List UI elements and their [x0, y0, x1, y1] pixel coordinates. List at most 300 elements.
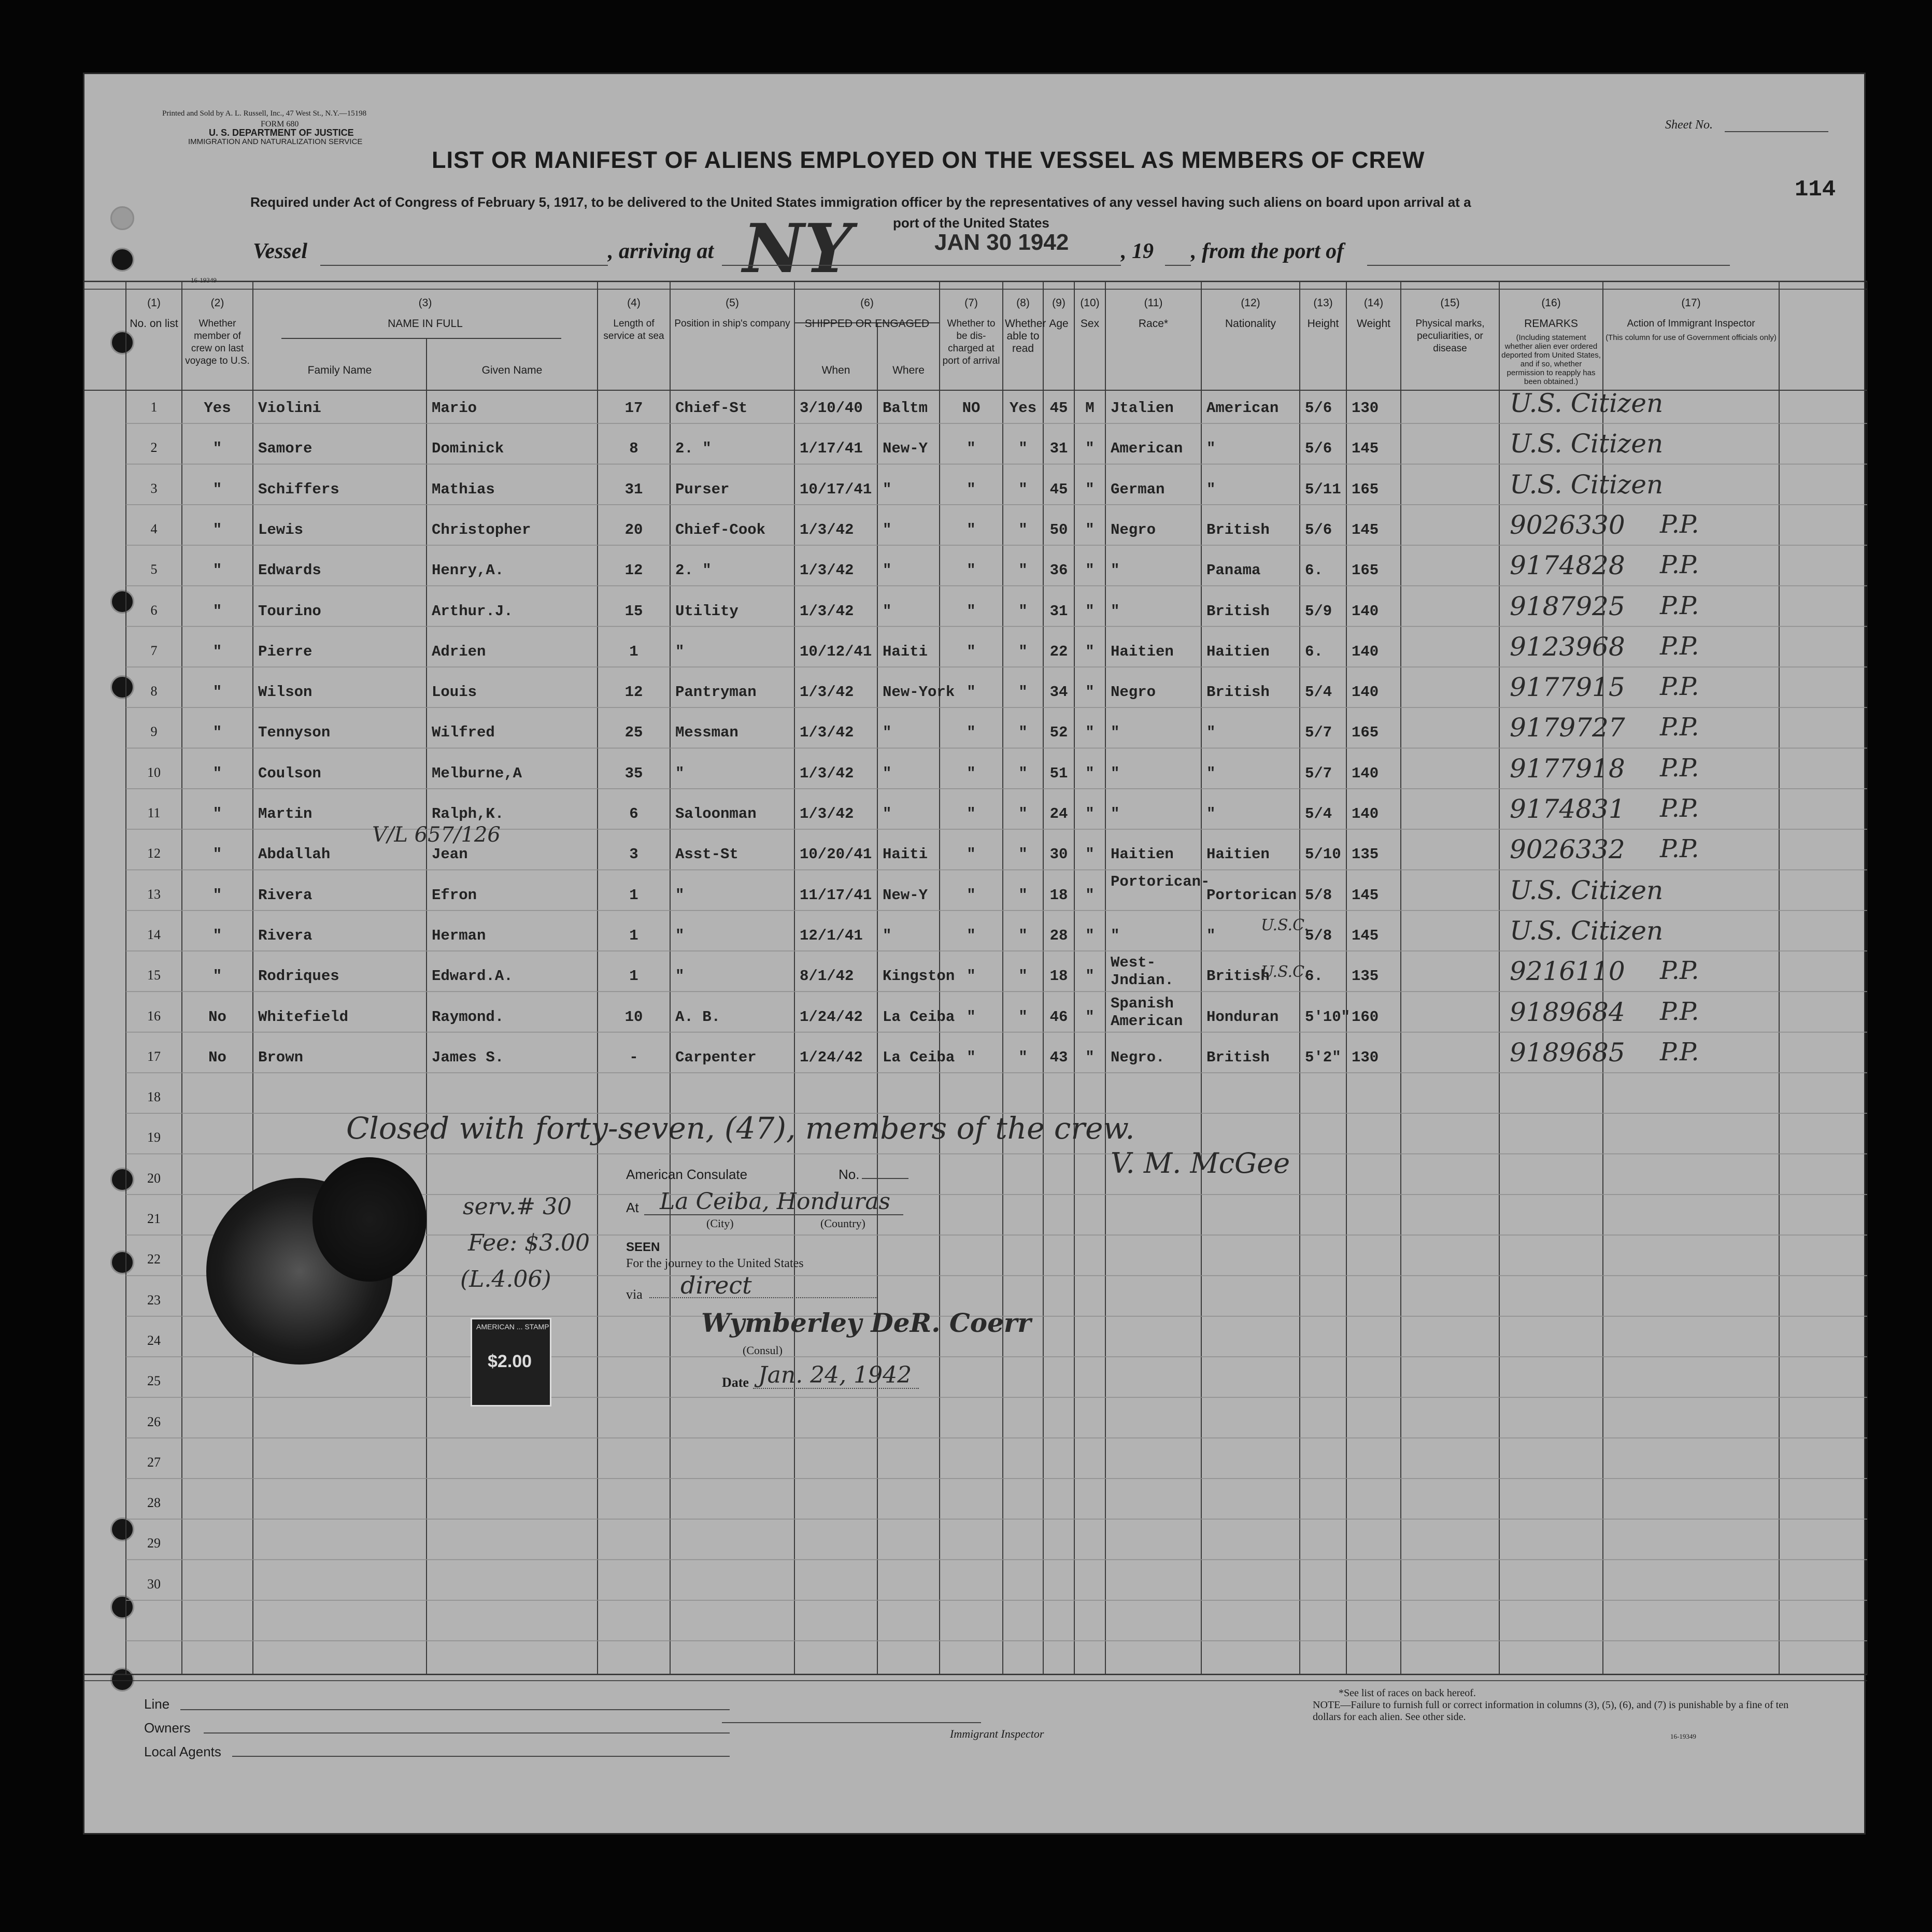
date-label: Date — [722, 1375, 749, 1390]
cell-height: 5/7 — [1305, 724, 1332, 742]
footer-owners-label: Owners — [144, 1720, 191, 1736]
column-header-label: Weight — [1357, 318, 1390, 330]
cell-when: 11/17/41 — [800, 886, 872, 904]
cell-discharge: " — [967, 684, 976, 701]
cell-position: " — [675, 927, 685, 944]
cell-family: Whitefield — [258, 1008, 349, 1026]
cell-age: 50 — [1049, 521, 1068, 538]
cell-height: 5/10 — [1305, 846, 1341, 863]
cell-family: Violini — [258, 400, 321, 417]
cell-position: 2. " — [675, 562, 712, 579]
cell-family: Rodriques — [258, 968, 339, 985]
arriving-label: , arriving at — [608, 239, 714, 263]
cell-prev: No — [208, 1048, 226, 1066]
cell-when: 10/17/41 — [800, 480, 872, 498]
city-caption: (City) — [706, 1217, 734, 1230]
column-number: (16) — [1541, 297, 1561, 309]
cell-age: 30 — [1049, 846, 1068, 863]
cell-sex: " — [1085, 643, 1095, 660]
row-number: 30 — [147, 1576, 161, 1592]
cell-where: " — [883, 927, 892, 944]
cell-sex: M — [1085, 400, 1095, 417]
cell-race: American — [1111, 440, 1183, 458]
cell-remarks: U.S. Citizen — [1510, 429, 1664, 459]
cell-where: " — [883, 764, 892, 782]
cell-sex: " — [1085, 927, 1095, 944]
penalty-note: NOTE—Failure to furnish full or correct information in columns (3), (5), (6), and (7) is punishable by a fine of ten dollars for each alien. See other side. — [1313, 1699, 1789, 1723]
footer-agents-label: Local Agents — [144, 1744, 221, 1759]
column-header-label: REMARKS — [1524, 318, 1578, 330]
row-number: 18 — [147, 1089, 161, 1105]
cell-discharge: " — [967, 724, 976, 742]
cell-sex: " — [1085, 724, 1095, 742]
cell-discharge: " — [967, 968, 976, 985]
revenue-stamp — [471, 1318, 551, 1407]
via-label: via — [626, 1287, 643, 1302]
cell-weight: 165 — [1352, 480, 1379, 498]
cell-race: Negro — [1111, 521, 1156, 538]
consul-signature: Wymberley DeR. Coerr — [701, 1308, 1031, 1338]
cell-nationality: British — [1206, 684, 1270, 701]
cell-no: 1 — [150, 400, 158, 415]
cell-action: P.P. — [1660, 956, 1699, 986]
cell-height: 6. — [1305, 643, 1323, 660]
stamp-value: $2.00 — [488, 1352, 532, 1371]
cell-prev: " — [212, 764, 222, 782]
cell-family: Wilson — [258, 684, 312, 701]
cell-read: " — [1018, 521, 1028, 538]
cell-prev: " — [212, 602, 222, 620]
cell-remarks: 9026330 — [1510, 509, 1625, 540]
cell-where: New-Y — [883, 886, 928, 904]
cell-sex: " — [1085, 805, 1095, 822]
cell-service: 1 — [629, 886, 638, 904]
consulate-no-line — [862, 1178, 908, 1179]
cell-weight: 140 — [1352, 602, 1379, 620]
arriving-port-value: NY — [743, 209, 853, 288]
cell-position: " — [675, 764, 685, 782]
footer-owners-field — [204, 1732, 730, 1734]
seen-label: SEEN — [626, 1240, 660, 1254]
column-number: (6) — [860, 297, 874, 309]
cell-no: 13 — [147, 886, 161, 902]
cell-given: Christopher — [432, 521, 531, 538]
cell-read: " — [1018, 440, 1028, 458]
cell-service: 31 — [624, 480, 643, 498]
cell-remarks: 9174828 — [1510, 550, 1625, 581]
cell-no: 11 — [147, 805, 161, 820]
row-number: 29 — [147, 1536, 161, 1551]
cell-position: Chief-St — [675, 400, 748, 417]
cell-nationality: " — [1206, 805, 1216, 822]
cell-given: Jean — [432, 846, 468, 863]
column-header-label: Whether able to read — [1005, 318, 1046, 354]
cell-service: 8 — [629, 440, 638, 458]
cell-given: Louis — [432, 684, 477, 701]
column-header-label: SHIPPED OR ENGAGED — [804, 318, 930, 330]
cell-age: 43 — [1049, 1048, 1068, 1066]
cell-service: 15 — [624, 602, 643, 620]
cell-given: Adrien — [432, 643, 486, 660]
cell-nationality: " — [1206, 724, 1216, 742]
cell-age: 31 — [1049, 440, 1068, 458]
consular-seal-overlay — [312, 1157, 427, 1282]
column-header-label: No. on list — [130, 318, 178, 330]
consul-caption: (Consul) — [743, 1344, 783, 1357]
column-number: (8) — [1016, 297, 1030, 309]
cell-nationality: British — [1206, 602, 1270, 620]
cell-height: 5/11 — [1305, 480, 1341, 498]
cell-position: Messman — [675, 724, 738, 742]
column-subheader: Given Name — [481, 364, 543, 376]
cell-position: A. B. — [675, 1008, 721, 1026]
row-number: 26 — [147, 1414, 161, 1429]
cell-where: New-Y — [883, 440, 928, 458]
cell-weight: 145 — [1352, 521, 1379, 538]
cell-where: La Ceiba — [883, 1008, 955, 1026]
cell-service: 10 — [624, 1008, 643, 1026]
cell-weight: 135 — [1352, 846, 1379, 863]
cell-sex: " — [1085, 684, 1095, 701]
cell-sex: " — [1085, 480, 1095, 498]
cell-discharge: " — [967, 927, 976, 944]
cell-prev: " — [212, 480, 222, 498]
subtitle-line-1: Required under Act of Congress of February 5, 1917, to be delivered to the United States immigration officer by the representatives of any vessel having such aliens on board upon arrival at a — [250, 194, 1471, 210]
row-number: 24 — [147, 1332, 161, 1348]
cell-weight: 165 — [1352, 562, 1379, 579]
cell-weight: 130 — [1352, 1048, 1379, 1066]
cell-when: 1/3/42 — [800, 724, 854, 742]
cell-no: 14 — [147, 927, 161, 942]
cell-where: " — [883, 602, 892, 620]
cell-remarks: 9216110 — [1510, 956, 1625, 987]
cell-nationality: Haitien — [1206, 846, 1270, 863]
cell-read: " — [1018, 684, 1028, 701]
cell-service: 6 — [629, 805, 638, 822]
cell-height: 5/6 — [1305, 440, 1332, 458]
cell-given: James S. — [432, 1048, 504, 1066]
cell-service: 35 — [624, 764, 643, 782]
cell-nationality: Portorican — [1206, 886, 1297, 904]
column-header-label: Nationality — [1225, 318, 1276, 330]
column-header-label: Sex — [1080, 318, 1100, 330]
cell-height: 5/6 — [1305, 400, 1332, 417]
cell-nationality: " — [1206, 927, 1216, 944]
cell-remarks: 9123968 — [1510, 631, 1625, 662]
cell-position: Utility — [675, 602, 738, 620]
column-header-note: (Including statement whether alien ever ordered deported from United States, and if so, whether permission to reapply has been obtained.) — [1501, 333, 1601, 386]
cell-family: Brown — [258, 1048, 304, 1066]
fee-code: (L.4.06) — [460, 1266, 551, 1292]
column-number: (3) — [418, 297, 432, 309]
cell-height: 5/8 — [1305, 886, 1332, 904]
consulate-city: La Ceiba, Honduras — [660, 1188, 891, 1215]
column-header-label: Position in ship's company — [674, 318, 790, 329]
cell-given: Edward.A. — [432, 968, 513, 985]
cell-family: Tennyson — [258, 724, 331, 742]
year-label: , 19 — [1121, 239, 1154, 263]
footer-line-field — [180, 1709, 730, 1710]
row-number: 25 — [147, 1373, 161, 1389]
cell-given: Henry,A. — [432, 562, 504, 579]
cell-weight: 140 — [1352, 764, 1379, 782]
column-number: (1) — [147, 297, 161, 309]
cell-no: 5 — [150, 562, 158, 577]
cell-read: " — [1018, 968, 1028, 985]
cell-race: Spanish American — [1111, 995, 1183, 1030]
cell-when: 3/10/40 — [800, 400, 863, 417]
cell-service: - — [629, 1048, 638, 1066]
cell-nationality: " — [1206, 480, 1216, 498]
column-number: (14) — [1363, 297, 1384, 309]
cell-height: 5/4 — [1305, 805, 1332, 822]
sheet-number-label: Sheet No. — [1665, 118, 1713, 132]
cell-family: Abdallah — [258, 846, 331, 863]
row-number: 20 — [147, 1170, 161, 1186]
printer-line: Printed and Sold by A. L. Russell, Inc., 47 West St., N.Y.—15198 — [162, 109, 367, 118]
cell-action: P.P. — [1660, 794, 1699, 823]
column-header-label: Whether member of crew on last voyage to U.S. — [185, 318, 250, 366]
cell-prev: " — [212, 440, 222, 458]
cell-service: 1 — [629, 968, 638, 985]
column-header-note: (This column for use of Government officials only) — [1606, 333, 1777, 342]
cell-where: Haiti — [883, 846, 928, 863]
cell-action: P.P. — [1660, 997, 1699, 1026]
cell-family: Samore — [258, 440, 312, 458]
cell-service: 17 — [624, 400, 643, 417]
cell-sex: " — [1085, 764, 1095, 782]
cell-when: 12/1/41 — [800, 927, 863, 944]
cell-where: " — [883, 805, 892, 822]
cell-remarks: 9189684 — [1510, 997, 1625, 1027]
column-number: (10) — [1080, 297, 1100, 309]
form-number: FORM 680 — [261, 120, 299, 129]
page-number: 114 — [1795, 177, 1836, 203]
column-number: (4) — [627, 297, 641, 309]
cell-no: 15 — [147, 968, 161, 983]
cell-action: P.P. — [1660, 713, 1699, 742]
cell-age: 18 — [1049, 968, 1068, 985]
cell-prev: No — [208, 1008, 226, 1026]
cell-prev: " — [212, 968, 222, 985]
journey-label: For the journey to the United States — [626, 1257, 804, 1270]
cell-age: 18 — [1049, 886, 1068, 904]
cell-remarks: 9174831 — [1510, 794, 1625, 824]
cell-sex: " — [1085, 562, 1095, 579]
cell-weight: 140 — [1352, 684, 1379, 701]
cell-remarks: 9177918 — [1510, 753, 1625, 784]
cell-discharge: " — [967, 562, 976, 579]
cell-height: 5/4 — [1305, 684, 1332, 701]
cell-discharge: NO — [962, 400, 981, 417]
cell-family: Edwards — [258, 562, 321, 579]
cell-race: Haitien — [1111, 643, 1174, 660]
cell-service: 12 — [624, 684, 643, 701]
consulate-at-label: At — [626, 1200, 639, 1215]
row-number: 27 — [147, 1454, 161, 1470]
cell-nationality: British — [1206, 521, 1270, 538]
manifest-sheet — [83, 73, 1866, 1835]
column-header-label: Action of Immigrant Inspector — [1627, 318, 1755, 329]
cell-position: " — [675, 643, 685, 660]
cell-where: " — [883, 480, 892, 498]
cell-discharge: " — [967, 643, 976, 660]
cell-where: Baltm — [883, 400, 928, 417]
cell-when: 1/24/42 — [800, 1048, 863, 1066]
cell-family: Schiffers — [258, 480, 339, 498]
closing-signature: V. M. McGee — [1111, 1147, 1290, 1180]
row-number: 23 — [147, 1292, 161, 1308]
via-value: direct — [680, 1271, 752, 1299]
cell-age: 36 — [1049, 562, 1068, 579]
cell-weight: 165 — [1352, 724, 1379, 742]
cell-height: 6. — [1305, 562, 1323, 579]
cell-prev: " — [212, 643, 222, 660]
cell-nationality: Honduran — [1206, 1008, 1279, 1026]
consulate-city-line — [644, 1214, 903, 1215]
cell-read: Yes — [1009, 400, 1037, 417]
cell-remarks: 9026332 — [1510, 834, 1625, 865]
consulate-no-label: No. — [839, 1167, 860, 1182]
cell-position: " — [675, 886, 685, 904]
cell-service: 1 — [629, 927, 638, 944]
consulate-title: American Consulate — [626, 1167, 748, 1182]
cell-age: 31 — [1049, 602, 1068, 620]
cell-sex: " — [1085, 440, 1095, 458]
date-value: Jan. 24, 1942 — [758, 1362, 912, 1388]
cell-height: 6. — [1305, 968, 1323, 985]
cell-family: Lewis — [258, 521, 304, 538]
cell-discharge: " — [967, 805, 976, 822]
cell-sex: " — [1085, 602, 1095, 620]
cell-position: Purser — [675, 480, 730, 498]
cell-discharge: " — [967, 521, 976, 538]
cell-race: " — [1111, 927, 1120, 944]
cell-when: 1/3/42 — [800, 764, 854, 782]
cell-given: Dominick — [432, 440, 504, 458]
cell-age: 45 — [1049, 400, 1068, 417]
service-name: IMMIGRATION AND NATURALIZATION SERVICE — [188, 137, 363, 146]
column-subheader: Family Name — [307, 364, 372, 376]
cell-remarks: U.S. Citizen — [1510, 875, 1664, 905]
cell-discharge: " — [967, 1008, 976, 1026]
usc-note-13: U.S.C. — [1261, 916, 1309, 934]
cell-remarks: U.S. Citizen — [1510, 469, 1664, 500]
cell-read: " — [1018, 927, 1028, 944]
cell-when: 1/3/42 — [800, 562, 854, 579]
cell-race: Negro. — [1111, 1048, 1165, 1066]
cell-prev: " — [212, 886, 222, 904]
cell-weight: 130 — [1352, 400, 1379, 417]
column-number: (7) — [964, 297, 978, 309]
cell-prev: " — [212, 927, 222, 944]
cell-weight: 145 — [1352, 440, 1379, 458]
cell-where: Kingston — [883, 968, 955, 985]
cell-service: 12 — [624, 562, 643, 579]
cell-given: Mathias — [432, 480, 495, 498]
cell-position: Saloonman — [675, 805, 757, 822]
cell-position: Asst-St — [675, 846, 738, 863]
cell-sex: " — [1085, 1008, 1095, 1026]
cell-position: 2. " — [675, 440, 712, 458]
cell-position: Chief-Cook — [675, 521, 766, 538]
via-line — [649, 1297, 877, 1298]
cell-read: " — [1018, 602, 1028, 620]
cell-age: 24 — [1049, 805, 1068, 822]
cell-prev: " — [212, 521, 222, 538]
cell-nationality: British — [1206, 968, 1270, 985]
cell-discharge: " — [967, 1048, 976, 1066]
column-header-label: Length of service at sea — [603, 318, 664, 342]
cell-remarks: 9177915 — [1510, 672, 1625, 703]
cell-when: 1/17/41 — [800, 440, 863, 458]
cell-no: 8 — [150, 684, 158, 699]
cell-read: " — [1018, 805, 1028, 822]
cell-sex: " — [1085, 846, 1095, 863]
cell-action: P.P. — [1660, 753, 1699, 783]
cell-where: New-York — [883, 684, 955, 701]
cell-position: Pantryman — [675, 684, 757, 701]
cell-read: " — [1018, 643, 1028, 660]
column-number: (2) — [210, 297, 224, 309]
row-number: 28 — [147, 1495, 161, 1511]
document-title: LIST OR MANIFEST OF ALIENS EMPLOYED ON THE VESSEL AS MEMBERS OF CREW — [432, 147, 1425, 173]
cell-no: 12 — [147, 846, 161, 861]
cell-prev: " — [212, 562, 222, 579]
from-port-label: , from the port of — [1191, 239, 1344, 263]
cell-read: " — [1018, 724, 1028, 742]
cell-position: " — [675, 968, 685, 985]
cell-height: 5'10" — [1305, 1008, 1351, 1026]
cell-sex: " — [1085, 968, 1095, 985]
cell-age: 45 — [1049, 480, 1068, 498]
cell-no: 7 — [150, 643, 158, 658]
cell-read: " — [1018, 480, 1028, 498]
cell-remarks: 9187925 — [1510, 591, 1625, 621]
cell-service: 3 — [629, 846, 638, 863]
cell-nationality: " — [1206, 440, 1216, 458]
fee-note: Fee: $3.00 — [468, 1230, 590, 1256]
column-header-label: Height — [1307, 318, 1339, 330]
inspector-signature-line — [722, 1722, 981, 1723]
cell-read: " — [1018, 562, 1028, 579]
cell-given: Herman — [432, 927, 486, 944]
cell-race: Jtalien — [1111, 400, 1174, 417]
column-header-label: Whether to be dis-charged at port of arrival — [942, 318, 1000, 366]
cell-sex: " — [1085, 886, 1095, 904]
cell-where: " — [883, 724, 892, 742]
cell-service: 1 — [629, 643, 638, 660]
column-number: (13) — [1313, 297, 1333, 309]
column-number: (5) — [726, 297, 739, 309]
cell-action: P.P. — [1660, 672, 1699, 702]
column-number: (15) — [1440, 297, 1460, 309]
cell-when: 8/1/42 — [800, 968, 854, 985]
cell-remarks: U.S. Citizen — [1510, 915, 1664, 946]
cell-age: 28 — [1049, 927, 1068, 944]
cell-age: 52 — [1049, 724, 1068, 742]
cell-weight: 160 — [1352, 1008, 1379, 1026]
cell-remarks: U.S. Citizen — [1510, 388, 1664, 418]
cell-discharge: " — [967, 440, 976, 458]
cell-race: " — [1111, 724, 1120, 742]
row-number: 19 — [147, 1130, 161, 1145]
closing-line: Closed with forty-seven, (47), members of the crew. — [346, 1111, 1135, 1146]
cell-no: 10 — [147, 764, 161, 780]
cell-race: " — [1111, 562, 1120, 579]
cell-nationality: British — [1206, 1048, 1270, 1066]
cell-family: Rivera — [258, 886, 312, 904]
